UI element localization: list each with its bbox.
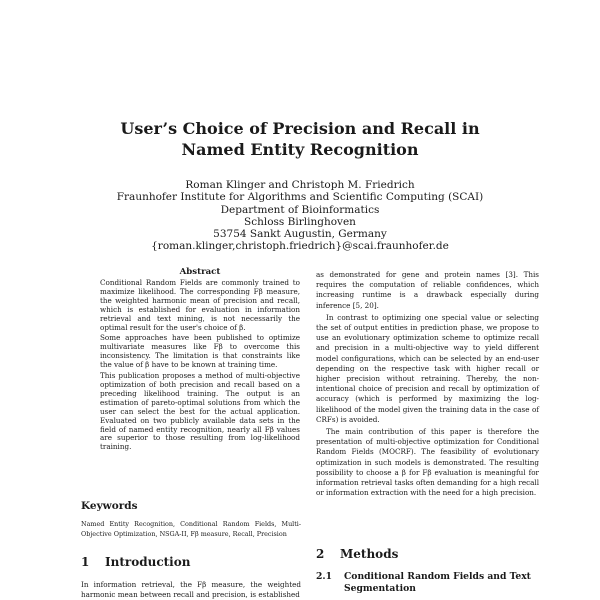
section-heading-methods: [316, 547, 398, 561]
abstract-heading: Abstract: [179, 267, 221, 277]
abstract-paragraph: This publication proposes a method of multi-objective optimization of both precision and recall based on a preceding likelihood training. The output is an estimation of pareto-optimal solutions from which the user can select the best for the actual application. Evaluated on two publicly available data sets in the field of named entity recognition, nearly all Fβ values are superior to those resulting from log-likelihood training.: [100, 371, 300, 452]
section-number: 2: [316, 547, 325, 561]
section-number: 1: [81, 555, 90, 569]
section-heading-introduction: [81, 555, 190, 569]
author-names: Roman Klinger and Christoph M. Friedrich: [185, 179, 415, 191]
abstract-paragraph: Conditional Random Fields are commonly trained to maximize likelihood. The corresponding Fβ measure, the weighted harmonic mean of precision and recall, which is established for evaluation in information retrieval and text mining, is not necessarily the optimal result for the user's choice of β.: [100, 278, 300, 332]
author-block: [0, 179, 600, 253]
introduction-text: In information retrieval, the Fβ measure, the weighted harmonic mean between recall and precision, is established: [81, 580, 301, 599]
title-line-1: User’s Choice of Precision and Recall in: [120, 119, 480, 138]
title-line-2: Named Entity Recognition: [181, 140, 419, 159]
author-institute: Fraunhofer Institute for Algorithms and Scientific Computing (SCAI): [116, 191, 484, 204]
paper-title: [0, 118, 600, 160]
author-email: {roman.klinger,christoph.friedrich}@scai.fraunhofer.de: [151, 240, 449, 253]
subsection-number: 2.1: [316, 571, 332, 582]
author-address: 53754 Sankt Augustin, Germany: [213, 228, 387, 241]
abstract: [100, 267, 300, 454]
author-location: Schloss Birlinghoven: [244, 215, 356, 228]
body-paragraph: as demonstrated for gene and protein names [3]. This requires the computation of reliable confidences, which increasing runtime is a drawback especially during inference [5, 20].: [316, 270, 539, 310]
body-paragraph: In contrast to optimizing one special value or selecting the set of output entities in prediction phase, we propose to use an evolutionary optimization scheme to optimize recall and precision in a multi-objective way to yield different model configurations, which can be selected by an end-user depending on the respective task with higher recall or higher precision without retraining. Thereby, the non-intentional choice of precision and recall by optimization of accuracy (which is performed by maximizing the log-likelihood of the model given the training data in the case of CRFs) is avoided.: [316, 312, 539, 424]
body-paragraph: The main contribution of this paper is therefore the presentation of multi-objective optimization for Conditional Random Fields (MOCRF). The feasibility of evolutionary optimization in such models is demonstrated. The resulting possibility to choose a β for Fβ evaluation is meaningful for information retrieval tasks often demanding for a high recall or information extraction with the need for a high precision.: [316, 427, 539, 498]
keywords-heading: Keywords: [81, 500, 138, 512]
abstract-paragraph: Some approaches have been published to optimize multivariate measures like Fβ to overcome this inconsistency. The limitation is that constraints like the value of β have to be known at training time.: [100, 333, 300, 370]
subsection-title: Conditional Random Fields and Text Segmentation: [344, 571, 531, 594]
section-title: Methods: [340, 547, 399, 561]
author-department: Department of Bioinformatics: [220, 203, 380, 216]
section-title: Introduction: [105, 555, 191, 569]
right-column: [316, 270, 539, 500]
subsection-heading: [316, 571, 540, 595]
keywords-text: Named Entity Recognition, Conditional Random Fields, Multi-Objective Optimization, NSGA-II, Fβ measure, Recall, Precision: [81, 520, 301, 538]
